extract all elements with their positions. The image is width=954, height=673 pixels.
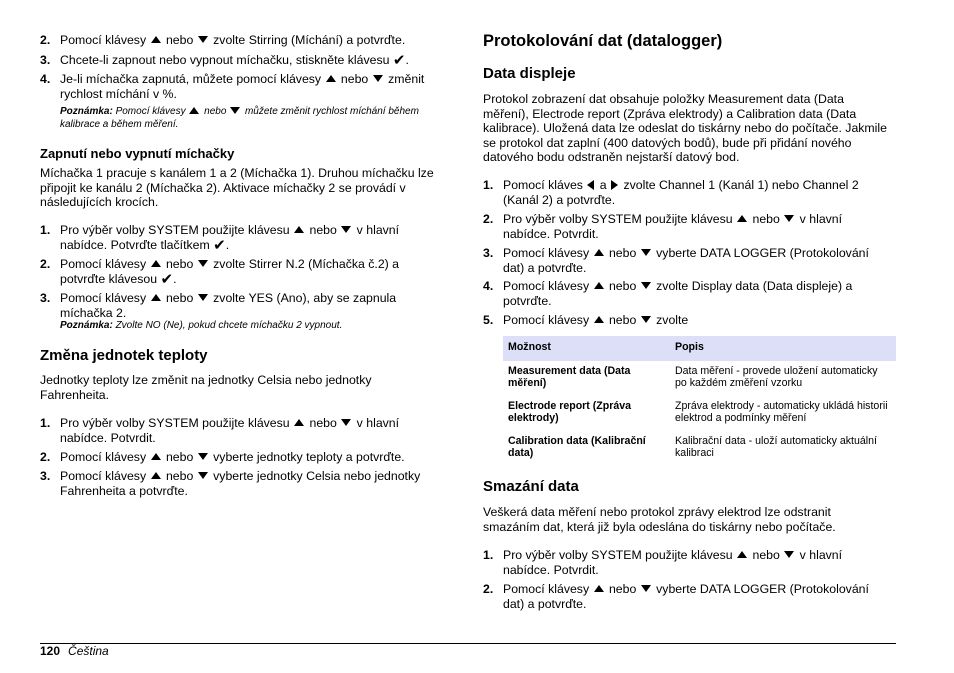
para-stirrer-channels: Míchačka 1 pracuje s kanálem 1 a 2 (Míchačka 1). Druhou míchačku lze připojit ke kanálu 2 (Míchačka 2). Aktivace míchačky 2 se provádí v následujících krocích.: [40, 166, 434, 210]
down-arrow-key-icon: [198, 260, 208, 267]
up-arrow-key-icon: [737, 551, 747, 558]
heading-temperature-units: Změna jednotek teploty: [40, 347, 208, 364]
table-header-description: Popis: [670, 336, 896, 361]
footer-rule: [40, 643, 896, 644]
step-number: 2.: [40, 450, 51, 464]
up-arrow-key-icon: [151, 294, 161, 301]
step-number: 4.: [40, 72, 51, 86]
footer-language: Čeština: [68, 644, 109, 658]
step-text: Pomocí klávesy nebo vyberte DATA LOGGER (Protokolování dat) a potvrďte.: [503, 582, 869, 611]
step-number: 2.: [40, 33, 51, 47]
table-row: [503, 361, 896, 396]
confirm-check-icon: ✔: [160, 269, 174, 288]
up-arrow-key-icon: [151, 472, 161, 479]
step-text: Pomocí klávesy nebo zvolte Display data (Data displeje) a potvrďte.: [503, 279, 853, 308]
down-arrow-key-icon: [198, 453, 208, 460]
para-delete-data: Veškerá data měření nebo protokol zprávy elektrod lze odstranit smazáním dat, která již byla odeslána do tiskárny nebo počítače.: [483, 505, 836, 534]
option-cell: Measurement data (Data měření): [508, 364, 631, 389]
step-number: 1.: [483, 178, 494, 192]
up-arrow-key-icon: [294, 226, 304, 233]
up-arrow-key-icon: [151, 260, 161, 267]
left-arrow-key-icon: [587, 180, 594, 190]
down-arrow-key-icon: [198, 472, 208, 479]
confirm-check-icon: ✔: [213, 235, 226, 254]
para-temperature-units: Jednotky teploty lze změnit na jednotky Celsia nebo jednotky Fahrenheita.: [40, 373, 372, 402]
note-disable-stirrer-2: [60, 319, 430, 332]
step-number: 3.: [40, 291, 51, 305]
up-arrow-key-icon: [189, 107, 199, 114]
step-number: 5.: [483, 313, 494, 327]
heading-stirrer-on-off: Zapnutí nebo vypnutí míchačky: [40, 146, 235, 161]
step-text: Pomocí klávesy nebo vyberte jednotky Celsia nebo jednotky Fahrenheita a potvrďte.: [60, 469, 421, 498]
step-number: 2.: [483, 212, 494, 226]
table-header-option: Možnost: [503, 336, 670, 361]
down-arrow-key-icon: [373, 75, 383, 82]
step-number: 1.: [40, 223, 51, 237]
step-number: 3.: [483, 246, 494, 260]
description-cell: Data měření - provede uložení automaticky po každém změření vzorku: [675, 364, 878, 389]
step-text: Pro výběr volby SYSTEM použijte klávesu nebo v hlavní nabídce. Potvrdit.: [503, 548, 843, 577]
up-arrow-key-icon: [594, 316, 604, 323]
step-text: Pomocí klávesy nebo zvolte Stirring (Míchání) a potvrďte.: [60, 33, 406, 47]
heading-datalogger: Protokolování dat (datalogger): [483, 32, 723, 50]
down-arrow-key-icon: [641, 249, 651, 256]
step-text: Pomocí kláves a zvolte Channel 1 (Kanál 1) nebo Channel 2 (Kanál 2) a potvrďte.: [503, 178, 859, 207]
up-arrow-key-icon: [151, 453, 161, 460]
step-text: Pomocí klávesy nebo zvolte Stirrer N.2 (Míchačka č.2) a potvrďte klávesou ✔.: [60, 257, 400, 288]
step-text: Pomocí klávesy nebo vyberte DATA LOGGER (Protokolování dat) a potvrďte.: [503, 246, 869, 275]
note-stirring-speed: Poznámka: Pomocí klávesy nebo můžete změnit rychlost míchání během kalibrace a během měření.: [60, 106, 419, 130]
step-text: Pro výběr volby SYSTEM použijte klávesu nebo v hlavní nabídce. Potvrďte tlačítkem ✔.: [60, 223, 400, 254]
description-cell: Kalibrační data - uloží automaticky aktuální kalibraci: [675, 434, 877, 459]
description-cell: Zpráva elektrody - automaticky ukládá historii elektrod a podmínky měření: [675, 399, 888, 424]
down-arrow-key-icon: [198, 36, 208, 43]
down-arrow-key-icon: [198, 294, 208, 301]
down-arrow-key-icon: [641, 282, 651, 289]
up-arrow-key-icon: [594, 282, 604, 289]
option-cell: Electrode report (Zpráva elektrody): [508, 399, 632, 424]
up-arrow-key-icon: [594, 249, 604, 256]
step-number: 1.: [483, 548, 494, 562]
step-number: 4.: [483, 279, 494, 293]
up-arrow-key-icon: [294, 419, 304, 426]
down-arrow-key-icon: [341, 226, 351, 233]
step-text: Pomocí klávesy nebo vyberte jednotky teploty a potvrďte.: [60, 450, 405, 464]
options-table: [503, 336, 896, 466]
note-label: Poznámka:: [60, 320, 113, 331]
step-number: 2.: [483, 582, 494, 596]
note-label: Poznámka:: [60, 106, 113, 117]
step-text: Pomocí klávesy nebo zvolte: [503, 313, 689, 327]
step-number: 1.: [40, 416, 51, 430]
down-arrow-key-icon: [641, 585, 651, 592]
table-header-row: [503, 336, 896, 361]
confirm-check-icon: ✔: [392, 51, 406, 69]
step-text: Chcete-li zapnout nebo vypnout míchačku, stiskněte klávesu ✔.: [60, 51, 409, 69]
down-arrow-key-icon: [784, 551, 794, 558]
down-arrow-key-icon: [641, 316, 651, 323]
up-arrow-key-icon: [737, 215, 747, 222]
up-arrow-key-icon: [594, 585, 604, 592]
step-text: Je-li míchačka zapnutá, můžete pomocí klávesy nebo změnit rychlost míchání v %.: [60, 72, 425, 101]
note-text: Zvolte NO (Ne), pokud chcete míchačku 2 vypnout.: [112, 320, 343, 331]
step-number: 3.: [40, 53, 51, 67]
down-arrow-key-icon: [784, 215, 794, 222]
up-arrow-key-icon: [151, 36, 161, 43]
up-arrow-key-icon: [326, 75, 336, 82]
table-row: [503, 396, 896, 431]
step-number: 3.: [40, 469, 51, 483]
option-cell: Calibration data (Kalibrační data): [508, 434, 646, 459]
table-row: [503, 431, 896, 466]
right-arrow-key-icon: [611, 180, 618, 190]
para-data-display: Protokol zobrazení dat obsahuje položky Measurement data (Data měření), Electrode report (Zpráva elektrody) a Calibration data (Data kalibrace). Uložená data lze odeslat do tiskárny nebo do počítače. Jakmile se protokol dat zaplní (400 datových bodů), bude při přidání nového datového bodu odstraněn nejstarší datový bod.: [483, 92, 887, 165]
page-footer: [40, 644, 109, 658]
heading-delete-data: Smazání data: [483, 478, 579, 495]
down-arrow-key-icon: [341, 419, 351, 426]
step-text: Pomocí klávesy nebo zvolte YES (Ano), aby se zapnula míchačka 2.: [60, 291, 397, 320]
step-text: Pro výběr volby SYSTEM použijte klávesu nebo v hlavní nabídce. Potvrdit.: [503, 212, 843, 241]
down-arrow-key-icon: [230, 107, 240, 114]
heading-data-display: Data displeje: [483, 65, 576, 82]
page-number: 120: [40, 644, 61, 658]
step-number: 2.: [40, 257, 51, 271]
step-text: Pro výběr volby SYSTEM použijte klávesu nebo v hlavní nabídce. Potvrdit.: [60, 416, 400, 445]
